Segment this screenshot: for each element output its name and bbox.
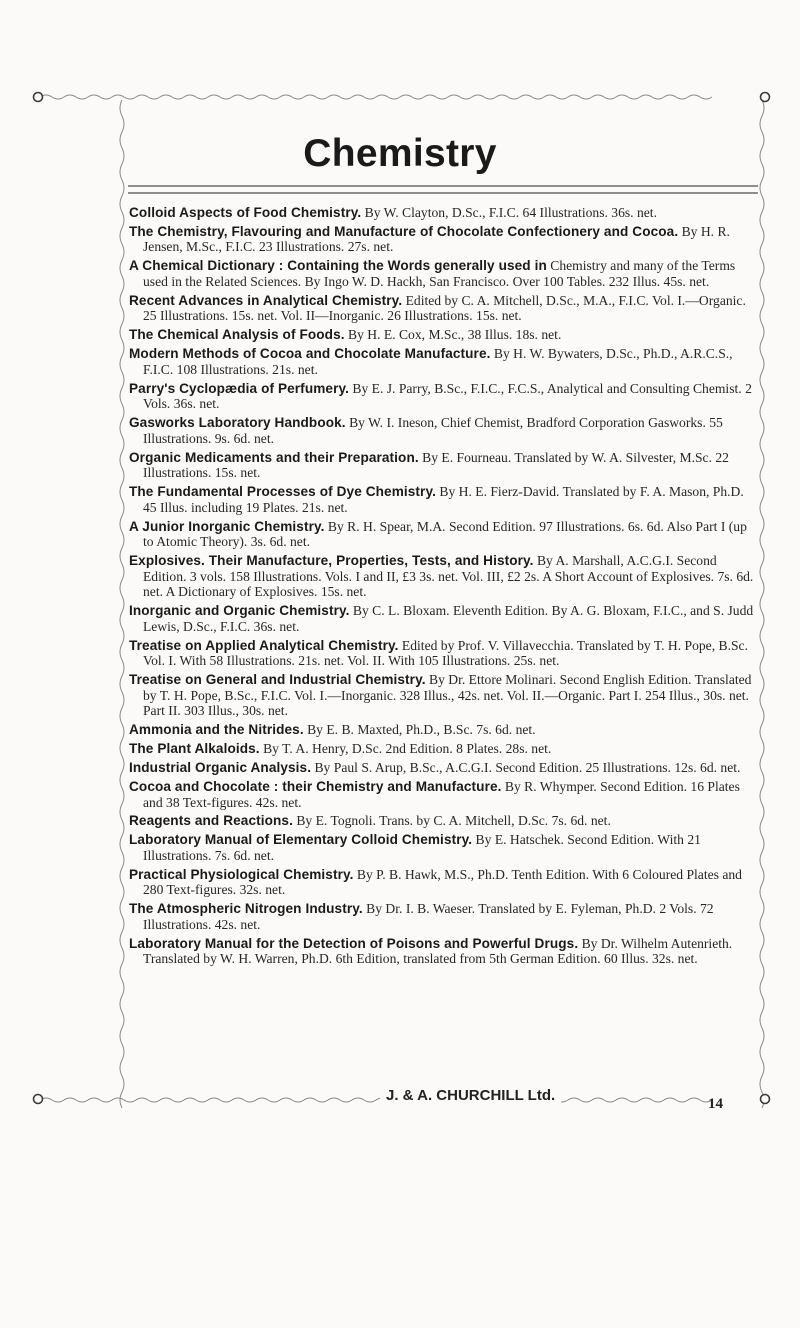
- book-title: Recent Advances in Analytical Chemistry.: [129, 292, 403, 308]
- book-details: By H. R. Jensen, M.Sc., F.I.C. 23 Illustrations. 27s. net.: [143, 223, 730, 255]
- corner-ornament-top-right: [761, 93, 770, 102]
- corner-ornament-bottom-left: [34, 1095, 43, 1104]
- book-details: By E. Hatschek. Second Edition. With 21 Illustrations. 7s. 6d. net.: [143, 832, 701, 863]
- book-details: By H. W. Bywaters, D.Sc., Ph.D., A.R.C.S., F.I.C. 108 Illustrations. 21s. net.: [143, 346, 733, 377]
- book-entry: [129, 638, 754, 669]
- book-entry: [129, 832, 754, 863]
- book-entry: [129, 672, 754, 719]
- book-entry: [129, 484, 754, 515]
- book-details: By E. Tognoli. Trans. by C. A. Mitchell, D.Sc. 7s. 6d. net.: [292, 813, 611, 829]
- book-entry: [129, 553, 754, 600]
- book-title: A Chemical Dictionary : Containing the Words generally used in: [129, 258, 547, 274]
- book-entry: [129, 381, 754, 412]
- book-entry: [129, 258, 754, 289]
- book-details: Chemistry and many of the Terms used in the Related Sciences. By Ingo W. D. Hackh, San Francisco. Over 100 Tables. 232 Illus. 45s. net.: [143, 258, 736, 289]
- book-details: By W. Clayton, D.Sc., F.I.C. 64 Illustrations. 36s. net.: [361, 205, 657, 220]
- book-title: Explosives. Their Manufacture, Properties, Tests, and History.: [129, 553, 534, 569]
- corner-ornament-bottom-right: [761, 1095, 770, 1104]
- book-details: By Paul S. Arup, B.Sc., A.C.G.I. Second Edition. 25 Illustrations. 12s. 6d. net.: [311, 760, 741, 776]
- book-details: By Dr. Ettore Molinari. Second English Edition. Translated by T. H. Pope, B.Sc., F.I.C. Vol. I.—Inorganic. 328 Illus., 42s. net. Vol. II.—Organic. Part I. 254 Illus., 30s. net. Part II. 303 Illus., 30s. net.: [143, 672, 752, 719]
- book-entry: [129, 779, 754, 810]
- book-title: A Junior Inorganic Chemistry.: [129, 518, 325, 534]
- book-title: Organic Medicaments and their Preparation.: [129, 449, 419, 465]
- publisher-imprint: J. & A. CHURCHILL Ltd.: [380, 1088, 561, 1103]
- book-title: Modern Methods of Cocoa and Chocolate Manufacture.: [129, 346, 491, 362]
- book-details: By P. B. Hawk, M.S., Ph.D. Tenth Edition. With 6 Coloured Plates and 280 Text-figures. 32s. net.: [143, 866, 742, 898]
- book-list: [129, 205, 754, 970]
- book-details: By H. E. Fierz-David. Translated by F. A. Mason, Ph.D. 45 Illus. including 19 Plates. 21s. net.: [143, 484, 744, 515]
- book-title: The Atmospheric Nitrogen Industry.: [129, 901, 363, 917]
- book-details: By C. L. Bloxam. Eleventh Edition. By A. G. Bloxam, F.I.C., and S. Judd Lewis, D.Sc., F.I.C. 36s. net.: [143, 603, 754, 634]
- book-details: Edited by C. A. Mitchell, D.Sc., M.A., F.I.C. Vol. I.—Organic. 25 Illustrations. 15s. net. Vol. II—Inorganic. 26 Illustrations. 15s. net.: [143, 292, 746, 324]
- book-entry: [129, 205, 754, 221]
- book-details: Edited by Prof. V. Villavecchia. Translated by T. H. Pope, B.Sc. Vol. I. With 58 Illustrations. 21s. net. Vol. II. With 105 Illustrations. 25s. net.: [143, 637, 748, 669]
- book-title: Reagents and Reactions.: [129, 813, 293, 829]
- book-title: The Plant Alkaloids.: [129, 741, 260, 757]
- book-details: By Dr. Wilhelm Autenrieth. Translated by W. H. Warren, Ph.D. 6th Edition, translated from 5th German Edition. 60 Illus. 32s. net.: [143, 935, 733, 967]
- page-title: Chemistry: [303, 132, 497, 175]
- book-details: By E. J. Parry, B.Sc., F.I.C., F.C.S., Analytical and Consulting Chemist. 2 Vols. 36s. net.: [143, 380, 752, 412]
- book-entry: [129, 936, 754, 967]
- book-details: By A. Marshall, A.C.G.I. Second Edition. 3 vols. 158 Illustrations. Vols. I and II, £3 3s. net. Vol. III, £2 2s. A Short Account of Explosives. 7s. 6d. net. A Dictionary of Explosives. 15s. net.: [143, 553, 754, 600]
- book-entry: [129, 293, 754, 324]
- book-entry: [129, 450, 754, 481]
- book-title: Practical Physiological Chemistry.: [129, 866, 354, 882]
- book-entry: [129, 603, 754, 634]
- book-title: Treatise on General and Industrial Chemistry.: [129, 672, 426, 688]
- book-details: By T. A. Henry, D.Sc. 2nd Edition. 8 Plates. 28s. net.: [259, 741, 552, 757]
- book-title: Industrial Organic Analysis.: [129, 760, 312, 776]
- book-entry: [129, 519, 754, 550]
- book-title: Colloid Aspects of Food Chemistry.: [129, 205, 362, 220]
- book-details: By E. Fourneau. Translated by W. A. Silvester, M.Sc. 22 Illustrations. 15s. net.: [143, 449, 729, 481]
- page-number: 14: [708, 1096, 723, 1112]
- book-details: By E. B. Maxted, Ph.D., B.Sc. 7s. 6d. net.: [303, 722, 536, 738]
- book-entry: [129, 867, 754, 898]
- book-details: By H. E. Cox, M.Sc., 38 Illus. 18s. net.: [344, 327, 562, 343]
- book-title: Ammonia and the Nitrides.: [129, 722, 304, 738]
- book-entry: [129, 224, 754, 255]
- book-entry: [129, 741, 754, 757]
- book-title: Parry's Cyclopædia of Perfumery.: [129, 380, 349, 396]
- book-entry: [129, 813, 754, 829]
- book-title: Laboratory Manual of Elementary Colloid Chemistry.: [129, 832, 473, 848]
- book-title: Cocoa and Chocolate : their Chemistry and Manufacture.: [129, 778, 502, 794]
- book-entry: [129, 760, 754, 776]
- book-details: By W. I. Ineson, Chief Chemist, Bradford Corporation Gasworks. 55 Illustrations. 9s. 6d. net.: [143, 415, 723, 446]
- book-title: The Fundamental Processes of Dye Chemistry.: [129, 484, 436, 500]
- book-entry: [129, 901, 754, 932]
- book-title: Gasworks Laboratory Handbook.: [129, 415, 346, 431]
- book-entry: [129, 346, 754, 377]
- book-title: Treatise on Applied Analytical Chemistry.: [129, 637, 399, 653]
- book-title: Inorganic and Organic Chemistry.: [129, 603, 350, 619]
- book-title: The Chemical Analysis of Foods.: [129, 327, 345, 343]
- book-entry: [129, 327, 754, 343]
- book-details: By R. Whymper. Second Edition. 16 Plates and 38 Text-figures. 42s. net.: [143, 778, 740, 810]
- corner-ornament-top-left: [34, 93, 43, 102]
- book-details: By Dr. I. B. Waeser. Translated by E. Fyleman, Ph.D. 2 Vols. 72 Illustrations. 42s. net.: [143, 901, 714, 932]
- book-title: The Chemistry, Flavouring and Manufacture of Chocolate Confectionery and Cocoa.: [129, 223, 679, 239]
- book-entry: [129, 415, 754, 446]
- book-title: Laboratory Manual for the Detection of Poisons and Powerful Drugs.: [129, 935, 579, 951]
- book-entry: [129, 722, 754, 738]
- book-details: By R. H. Spear, M.A. Second Edition. 97 Illustrations. 6s. 6d. Also Part I (up to Atomic Theory). 3s. 6d. net.: [143, 518, 747, 550]
